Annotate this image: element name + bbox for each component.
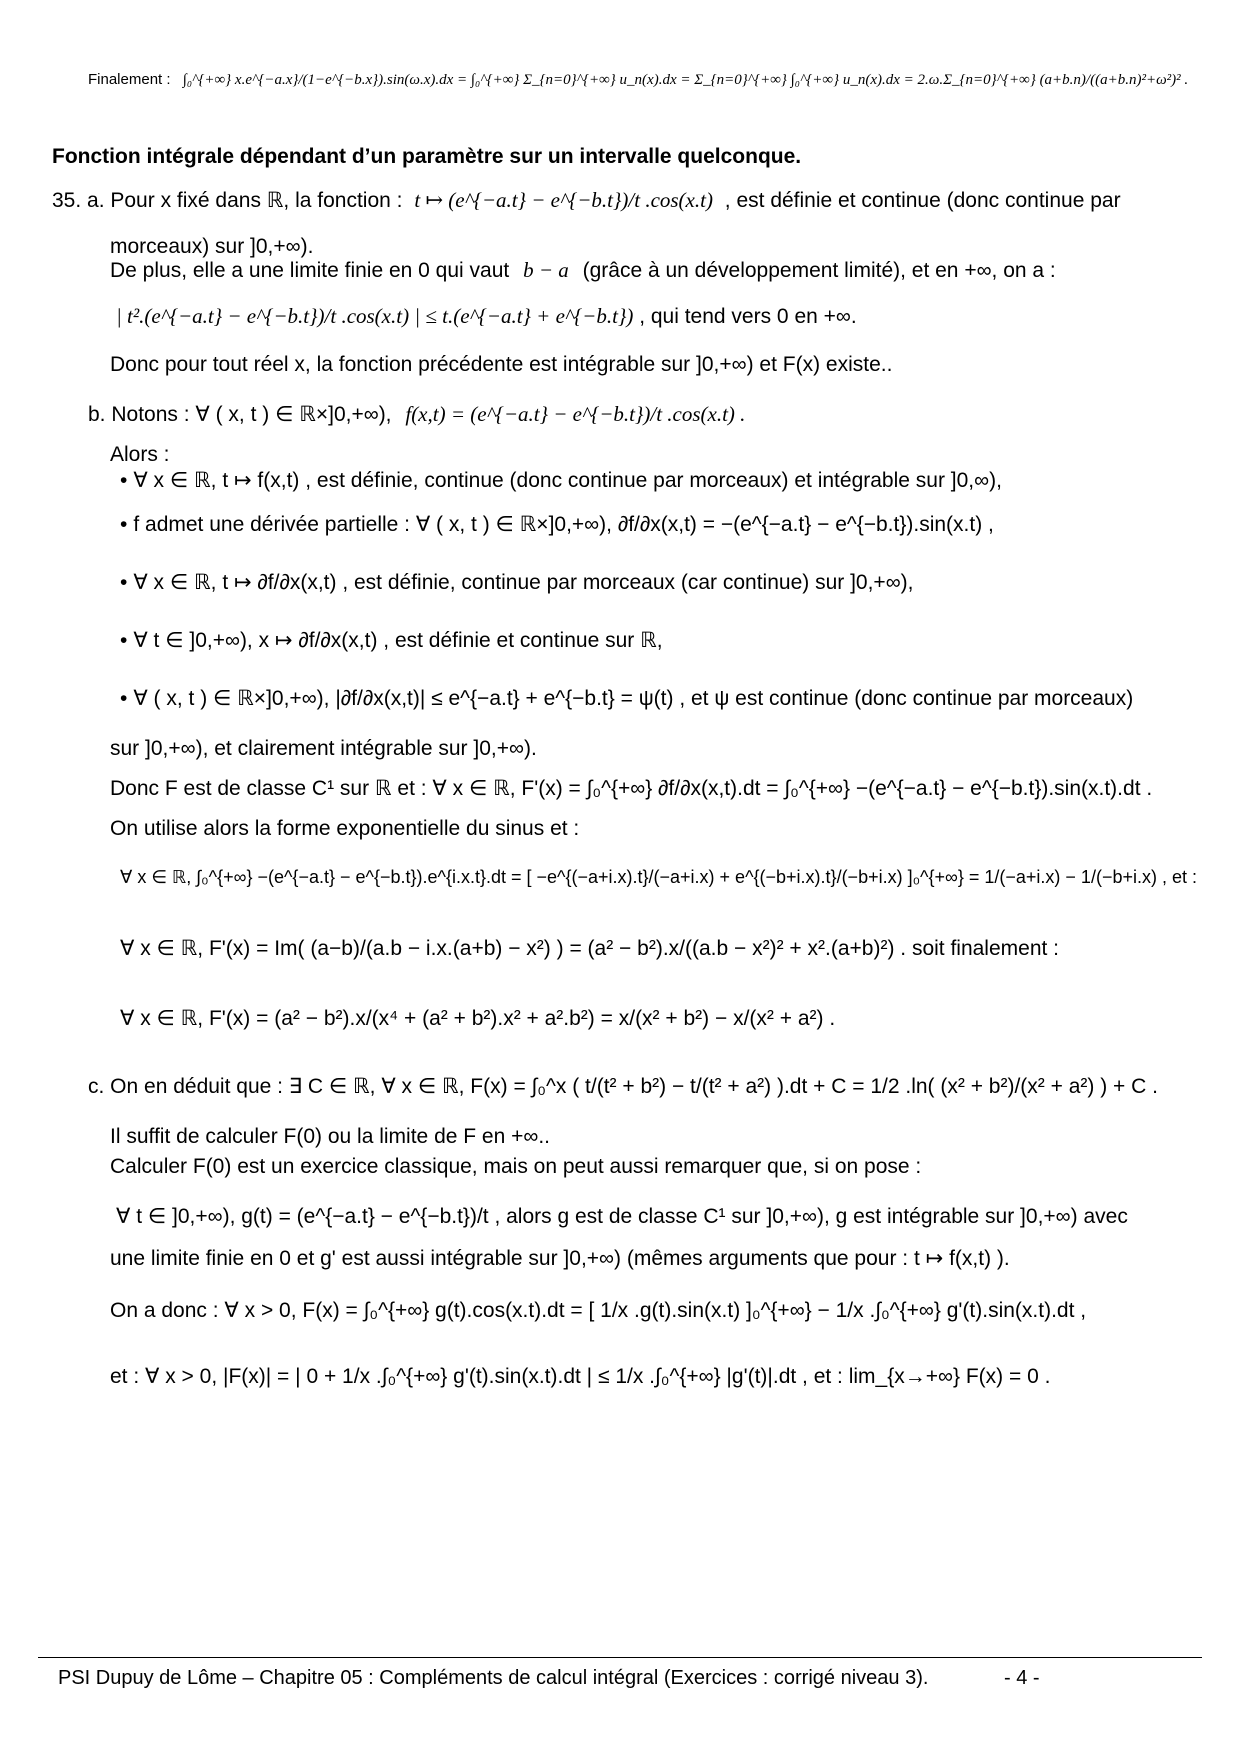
q35a-line-3 [110, 260, 1056, 281]
bullet-2-text: f admet une dérivée partielle : ∀ ( x, t ) ∈ ℝ×]0,+∞), ∂f/∂x(x,t) = −(e^{−a.t} − e^{−b.t}).sin(x.t) , [133, 513, 994, 536]
bullet-dot: • [120, 513, 128, 536]
finalement-label: Finalement : [88, 71, 171, 88]
footer-text: PSI Dupuy de Lôme – Chapitre 05 : Compléments de calcul intégral (Exercices : corrigé niveau 3). [58, 1667, 929, 1689]
g-definition: ∀ t ∈ ]0,+∞), g(t) = (e^{−a.t} − e^{−b.t})/t , alors g est de classe C¹ sur ]0,+∞), g est intégrable sur ]0,+∞) avec [116, 1205, 1128, 1228]
bullet-3-text: ∀ x ∈ ℝ, t ↦ ∂f/∂x(x,t) , est définie, continue par morceaux (car continue) sur ]0,+∞), [133, 571, 914, 594]
bullet-3 [120, 572, 914, 593]
bullet-5 [120, 688, 1133, 709]
q35a-line-1 [52, 190, 1121, 211]
on-a-donc: On a donc : ∀ x > 0, F(x) = ∫₀^{+∞} g(t).cos(x.t).dt = [ 1/x .g(t).sin(x.t) ]₀^{+∞} − 1/x .∫₀^{+∞} g'(t).sin(x.t).dt , [110, 1299, 1087, 1322]
bullet-1 [120, 470, 1002, 491]
q35a-line-5: Donc pour tout réel x, la fonction précédente est intégrable sur ]0,+∞) et F(x) existe.. [110, 353, 893, 376]
q35a-bound-text: , qui tend vers 0 en +∞. [639, 305, 857, 328]
final-limit: et : ∀ x > 0, |F(x)| = | 0 + 1/x .∫₀^{+∞} g'(t).sin(x.t).dt | ≤ 1/x .∫₀^{+∞} |g'(t)|.dt , et : lim_{x→+∞} F(x) = 0 . [110, 1365, 1051, 1388]
footer-rule [38, 1657, 1202, 1658]
bullet-1-text: ∀ x ∈ ℝ, t ↦ f(x,t) , est définie, continue (donc continue par morceaux) et intégrable sur ]0,∞), [133, 469, 1002, 492]
exponential-form: ∀ x ∈ ℝ, ∫₀^{+∞} −(e^{−a.t} − e^{−b.t}).e^{i.x.t}.dt = [ −e^{(−a+i.x).t}/(−a+i.x) + e^{(−b+i.x).t}/(−b+i.x) ]₀^{+∞} = 1/(−a+i.x) − 1/(−b+i.x) , et : [120, 867, 1197, 887]
q35b-f-def: f(x,t) = (e^{−a.t} − e^{−b.t})/t .cos(x.t) . [405, 402, 746, 426]
im-formula: ∀ x ∈ ℝ, F'(x) = Im( (a−b)/(a.b − i.x.(a+b) − x²) ) = (a² − b²).x/((a.b − x²)² + x².(a+b)²) . soit finalement : [120, 937, 1060, 960]
il-suffit: Il suffit de calculer F(0) ou la limite de F en +∞.. [110, 1125, 551, 1148]
q35a-limit-rest: (grâce à un développement limité), et en +∞, on a : [582, 259, 1056, 282]
finalement-line [88, 72, 1188, 88]
on-utilise: On utilise alors la forme exponentielle du sinus et : [110, 817, 580, 840]
bullet-dot: • [120, 571, 128, 594]
q35b-notons: b. Notons : ∀ ( x, t ) ∈ ℝ×]0,+∞), [88, 403, 392, 426]
bullet-2 [120, 514, 994, 535]
bullet-dot: • [120, 629, 128, 652]
finalement-formula: ∫₀^{+∞} x.e^{−a.x}/(1−e^{−b.x}).sin(ω.x).dx = ∫₀^{+∞} Σ_{n=0}^{+∞} u_n(x).dx = Σ_{n=0}^{+∞} ∫₀^{+∞} u_n(x).dx = 2.ω.Σ_{n=0}^{+∞} (a+b.n)/((a+b.n)²+ω²)² . [182, 72, 1189, 88]
q35a-bound-formula: | t².(e^{−a.t} − e^{−b.t})/t .cos(x.t) | ≤ t.(e^{−a.t} + e^{−b.t}) [116, 304, 634, 328]
q35b-line-1 [88, 404, 745, 425]
g-continued: une limite finie en 0 et g' est aussi intégrable sur ]0,+∞) (mêmes arguments que pour : t ↦ f(x,t) ). [110, 1247, 1010, 1270]
q35a-limit-text: De plus, elle a une limite finie en 0 qui vaut [110, 259, 510, 282]
c-deduit: c. On en déduit que : ∃ C ∈ ℝ, ∀ x ∈ ℝ, F(x) = ∫₀^x ( t/(t² + b²) − t/(t² + a²) ).dt + C = 1/2 .ln( (x² + b²)/(x² + a²) ) + C . [88, 1075, 1158, 1098]
q35b-alors: Alors : [110, 443, 170, 466]
bullet-4 [120, 630, 663, 651]
q35a-continuity: , est définie et continue (donc continue par [724, 189, 1121, 212]
q35a-function: t ↦ (e^{−a.t} − e^{−b.t})/t .cos(x.t) [414, 188, 713, 212]
q35a-line-2: morceaux) sur ]0,+∞). [110, 235, 314, 258]
bullet-5-continued: sur ]0,+∞), et clairement intégrable sur ]0,+∞). [110, 737, 537, 760]
bullet-dot: • [120, 687, 128, 710]
q35a-line-4 [116, 306, 857, 327]
section-title: Fonction intégrale dépendant d’un paramètre sur un intervalle quelconque. [52, 145, 802, 168]
q35a-limit-value: b − a [523, 258, 569, 282]
q35a-intro: 35. a. Pour x fixé dans ℝ, la fonction : [52, 189, 403, 212]
bullet-dot: • [120, 469, 128, 492]
bullet-5-text: ∀ ( x, t ) ∈ ℝ×]0,+∞), |∂f/∂x(x,t)| ≤ e^{−a.t} + e^{−b.t} = ψ(t) , et ψ est continue (donc continue par morceaux) [133, 687, 1134, 710]
bullet-4-text: ∀ t ∈ ]0,+∞), x ↦ ∂f/∂x(x,t) , est définie et continue sur ℝ, [133, 629, 663, 652]
fprime-final: ∀ x ∈ ℝ, F'(x) = (a² − b²).x/(x⁴ + (a² + b²).x² + a².b²) = x/(x² + b²) − x/(x² + a²) . [120, 1007, 836, 1030]
page-number: - 4 - [1004, 1667, 1040, 1689]
donc-f-class: Donc F est de classe C¹ sur ℝ et : ∀ x ∈ ℝ, F'(x) = ∫₀^{+∞} ∂f/∂x(x,t).dt = ∫₀^{+∞} −(e^{−a.t} − e^{−b.t}).sin(x.t).dt . [110, 777, 1153, 800]
calculer-f0: Calculer F(0) est un exercice classique, mais on peut aussi remarquer que, si on pose : [110, 1155, 922, 1178]
